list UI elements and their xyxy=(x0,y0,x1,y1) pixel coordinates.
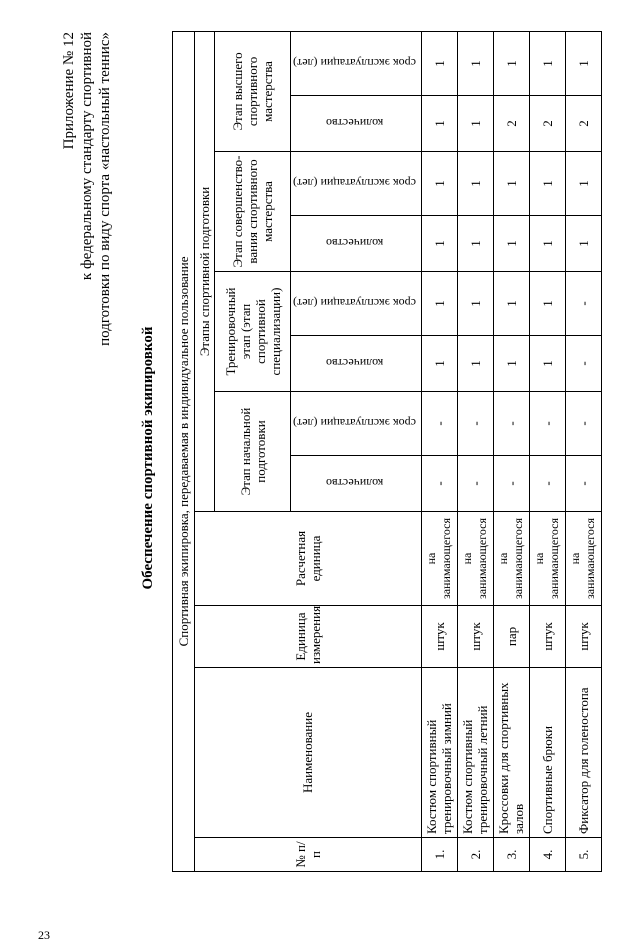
cell-value: 1 xyxy=(457,216,493,272)
sub-header-term: срок эксплуатации (лет) xyxy=(291,392,422,456)
sub-header-qty: количество xyxy=(291,456,422,512)
stage-header-higher: Этап высшего спортивного мастерства xyxy=(215,31,291,151)
cell-value: 1 xyxy=(493,152,529,216)
row-number: 3. xyxy=(493,838,529,872)
table-main-header: Спортивная экипировка, передаваемая в индивидуальное пользование xyxy=(173,31,195,871)
cell-value: 1 xyxy=(421,216,457,272)
cell-value: 1 xyxy=(529,216,565,272)
document-title: Обеспечение спортивной экипировкой xyxy=(140,326,156,590)
sub-header-term: срок эксплуатации (лет) xyxy=(291,272,422,336)
cell-value: 1 xyxy=(529,336,565,392)
cell-value: 1 xyxy=(529,152,565,216)
cell-value: - xyxy=(493,456,529,512)
item-calc-unit: на занимающегося xyxy=(457,512,493,606)
cell-value: - xyxy=(421,392,457,456)
item-unit: штук xyxy=(529,606,565,668)
col-header-calc-unit: Расчетная единица xyxy=(195,512,422,606)
sub-header-term: срок эксплуатации (лет) xyxy=(291,152,422,216)
item-name: Костюм спортивный тренировочный зимний xyxy=(421,668,457,838)
cell-value: 1 xyxy=(565,152,601,216)
table-row xyxy=(421,31,457,871)
item-name: Костюм спортивный тренировочный летний xyxy=(457,668,493,838)
cell-value: 1 xyxy=(493,272,529,336)
appendix-line-3: подготовки по виду спорта «настольный теннис» xyxy=(97,32,113,346)
sub-header-qty: количество xyxy=(291,336,422,392)
cell-value: 1 xyxy=(421,96,457,152)
cell-value: 2 xyxy=(493,96,529,152)
cell-value: - xyxy=(457,392,493,456)
cell-value: 1 xyxy=(529,31,565,95)
item-unit: штук xyxy=(421,606,457,668)
col-header-unit: Единица измерения xyxy=(195,606,422,668)
col-header-number: № п/п xyxy=(195,838,422,872)
item-calc-unit: на занимающегося xyxy=(565,512,601,606)
cell-value: 1 xyxy=(457,152,493,216)
cell-value: - xyxy=(565,456,601,512)
rotated-content xyxy=(38,18,598,942)
item-calc-unit: на занимающегося xyxy=(529,512,565,606)
row-number: 5. xyxy=(565,838,601,872)
cell-value: 1 xyxy=(493,336,529,392)
stage-header-improvement: Этап совершенство-вания спортивного мастерства xyxy=(215,152,291,272)
appendix-note xyxy=(60,32,114,452)
cell-value: - xyxy=(565,392,601,456)
cell-value: - xyxy=(457,456,493,512)
item-calc-unit: на занимающегося xyxy=(421,512,457,606)
appendix-line-2: к федеральному стандарту спортивной xyxy=(79,32,95,281)
cell-value: 1 xyxy=(421,152,457,216)
item-name: Фиксатор для голеностопа xyxy=(565,668,601,838)
sub-header-term: срок эксплуатации (лет) xyxy=(291,31,422,95)
cell-value: 1 xyxy=(421,336,457,392)
cell-value: 2 xyxy=(565,96,601,152)
cell-value: - xyxy=(493,392,529,456)
cell-value: - xyxy=(529,456,565,512)
row-number: 1. xyxy=(421,838,457,872)
cell-value: 1 xyxy=(565,31,601,95)
item-unit: штук xyxy=(457,606,493,668)
cell-value: 1 xyxy=(421,272,457,336)
cell-value: - xyxy=(565,336,601,392)
appendix-line-1: Приложение № 12 xyxy=(61,32,77,150)
stage-header-training: Тренировочный этап (этап спортивной специализации) xyxy=(215,272,291,392)
page-number: 23 xyxy=(38,928,50,942)
cell-value: 1 xyxy=(493,216,529,272)
item-name: Спортивные брюки xyxy=(529,668,565,838)
col-header-name: Наименование xyxy=(195,668,422,838)
cell-value: 1 xyxy=(457,336,493,392)
sub-header-qty: количество xyxy=(291,96,422,152)
item-calc-unit: на занимающегося xyxy=(493,512,529,606)
table-row xyxy=(493,31,529,871)
row-number: 2. xyxy=(457,838,493,872)
cell-value: 1 xyxy=(421,31,457,95)
sub-header-qty: количество xyxy=(291,216,422,272)
cell-value: 1 xyxy=(529,272,565,336)
cell-value: 2 xyxy=(529,96,565,152)
cell-value: - xyxy=(529,392,565,456)
item-unit: штук xyxy=(565,606,601,668)
table-row xyxy=(565,31,601,871)
table-row xyxy=(529,31,565,871)
row-number: 4. xyxy=(529,838,565,872)
cell-value: 1 xyxy=(457,96,493,152)
cell-value: 1 xyxy=(457,272,493,336)
item-name: Кроссовки для спортивных залов xyxy=(493,668,529,838)
cell-value: 1 xyxy=(457,31,493,95)
item-unit: пар xyxy=(493,606,529,668)
cell-value: - xyxy=(421,456,457,512)
stages-header: Этапы спортивной подготовки xyxy=(195,31,215,511)
cell-value: 1 xyxy=(565,216,601,272)
equipment-table xyxy=(172,31,602,872)
table-row xyxy=(457,31,493,871)
cell-value: 1 xyxy=(493,31,529,95)
cell-value: - xyxy=(565,272,601,336)
stage-header-initial: Этап начальной подготовки xyxy=(215,392,291,512)
